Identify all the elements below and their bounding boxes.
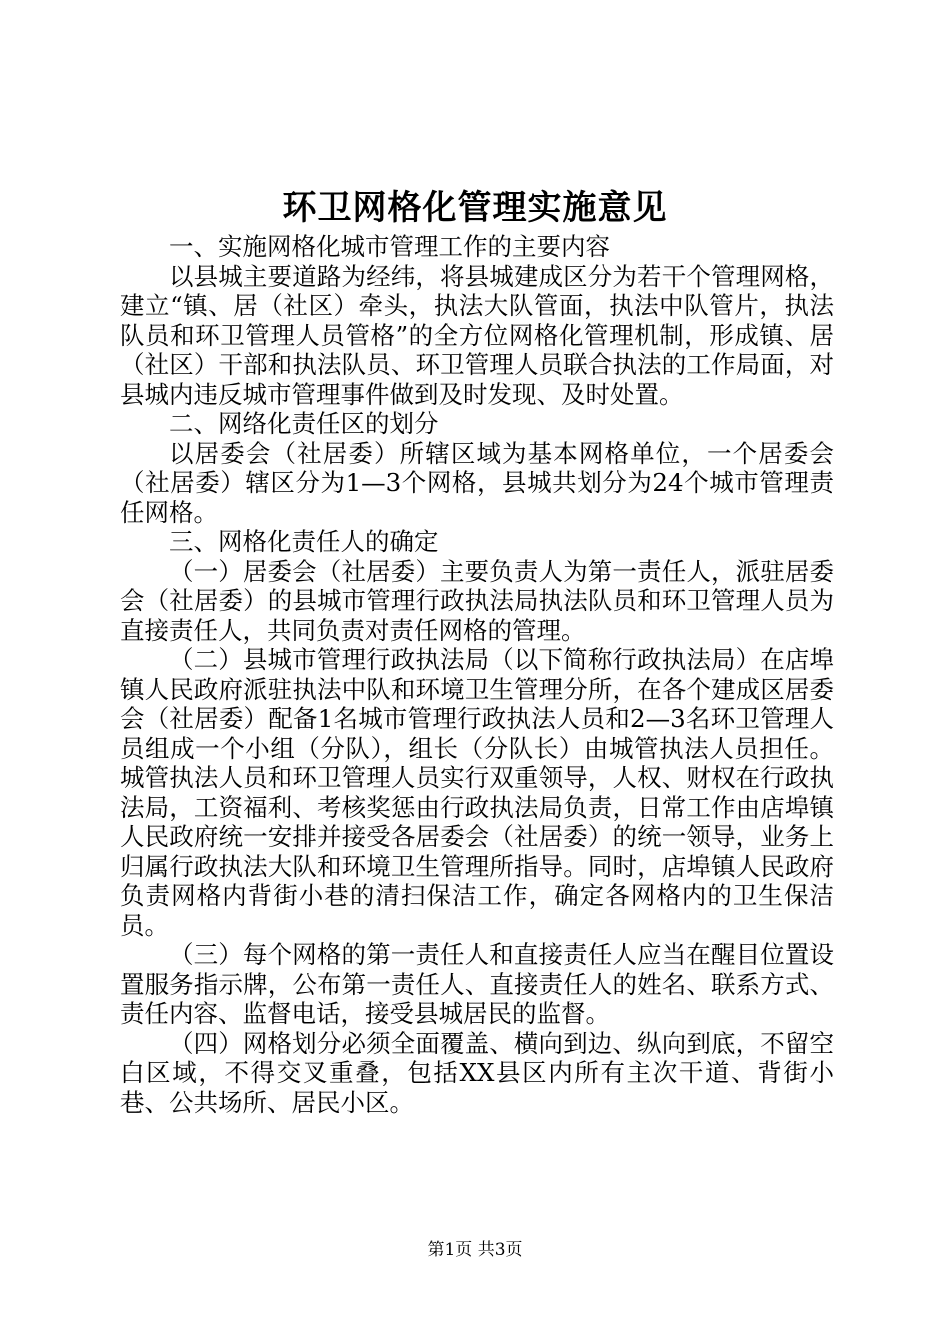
paragraph: （四）网格划分必须全面覆盖、横向到边、纵向到底，不留空白区域，不得交叉重叠，包括XX县区内所有主次干道、背街小巷、公共场所、居民小区。: [120, 1028, 834, 1117]
page-number-footer: 第1页 共3页: [427, 1240, 523, 1260]
section-heading-2: 二、网络化责任区的划分: [169, 409, 439, 438]
paragraph: （二）县城市管理行政执法局（以下简称行政执法局）在店埠镇人民政府派驻执法中队和环境卫生管理分所，在各个建成区居委会（社居委）配备1名城市管理行政执法人员和2—3名环卫管理人员组成一个小组（分队），组长（分队长）由城管执法人员担任。城管执法人员和环卫管理人员实行双重领导，人权、财权在行政执法局，工资福利、考核奖惩由行政执法局负责，日常工作由店埠镇人民政府统一安排并接受各居委会（社居委）的统一领导，业务上归属行政执法大队和环境卫生管理所指导。同时，店埠镇人民政府负责网格内背街小巷的清扫保洁工作，确定各网格内的卫生保洁员。: [120, 645, 834, 940]
section-heading-3: 三、网格化责任人的确定: [169, 527, 439, 556]
document-title: 环卫网格化管理实施意见: [282, 188, 668, 228]
paragraph: （三）每个网格的第一责任人和直接责任人应当在醒目位置设置服务指示牌，公布第一责任人、直接责任人的姓名、联系方式、责任内容、监督电话，接受县城居民的监督。: [120, 940, 834, 1028]
paragraph: 以县城主要道路为经纬，将县城建成区分为若干个管理网格，建立“镇、居（社区）牵头，执法大队管面，执法中队管片，执法队员和环卫管理人员管格”的全方位网格化管理机制，形成镇、居（社区）干部和执法队员、环卫管理人员联合执法的工作局面，对县城内违反城市管理事件做到及时发现、及时处置。: [120, 261, 834, 409]
document-body: [120, 232, 834, 1117]
section-heading-1: 一、实施网格化城市管理工作的主要内容: [169, 232, 610, 261]
paragraph: 以居委会（社居委）所辖区域为基本网格单位，一个居委会（社居委）辖区分为1—3个网格，县城共划分为24个城市管理责任网格。: [120, 438, 834, 527]
paragraph: （一）居委会（社居委）主要负责人为第一责任人，派驻居委会（社居委）的县城市管理行政执法局执法队员和环卫管理人员为直接责任人，共同负责对责任网格的管理。: [120, 556, 834, 645]
